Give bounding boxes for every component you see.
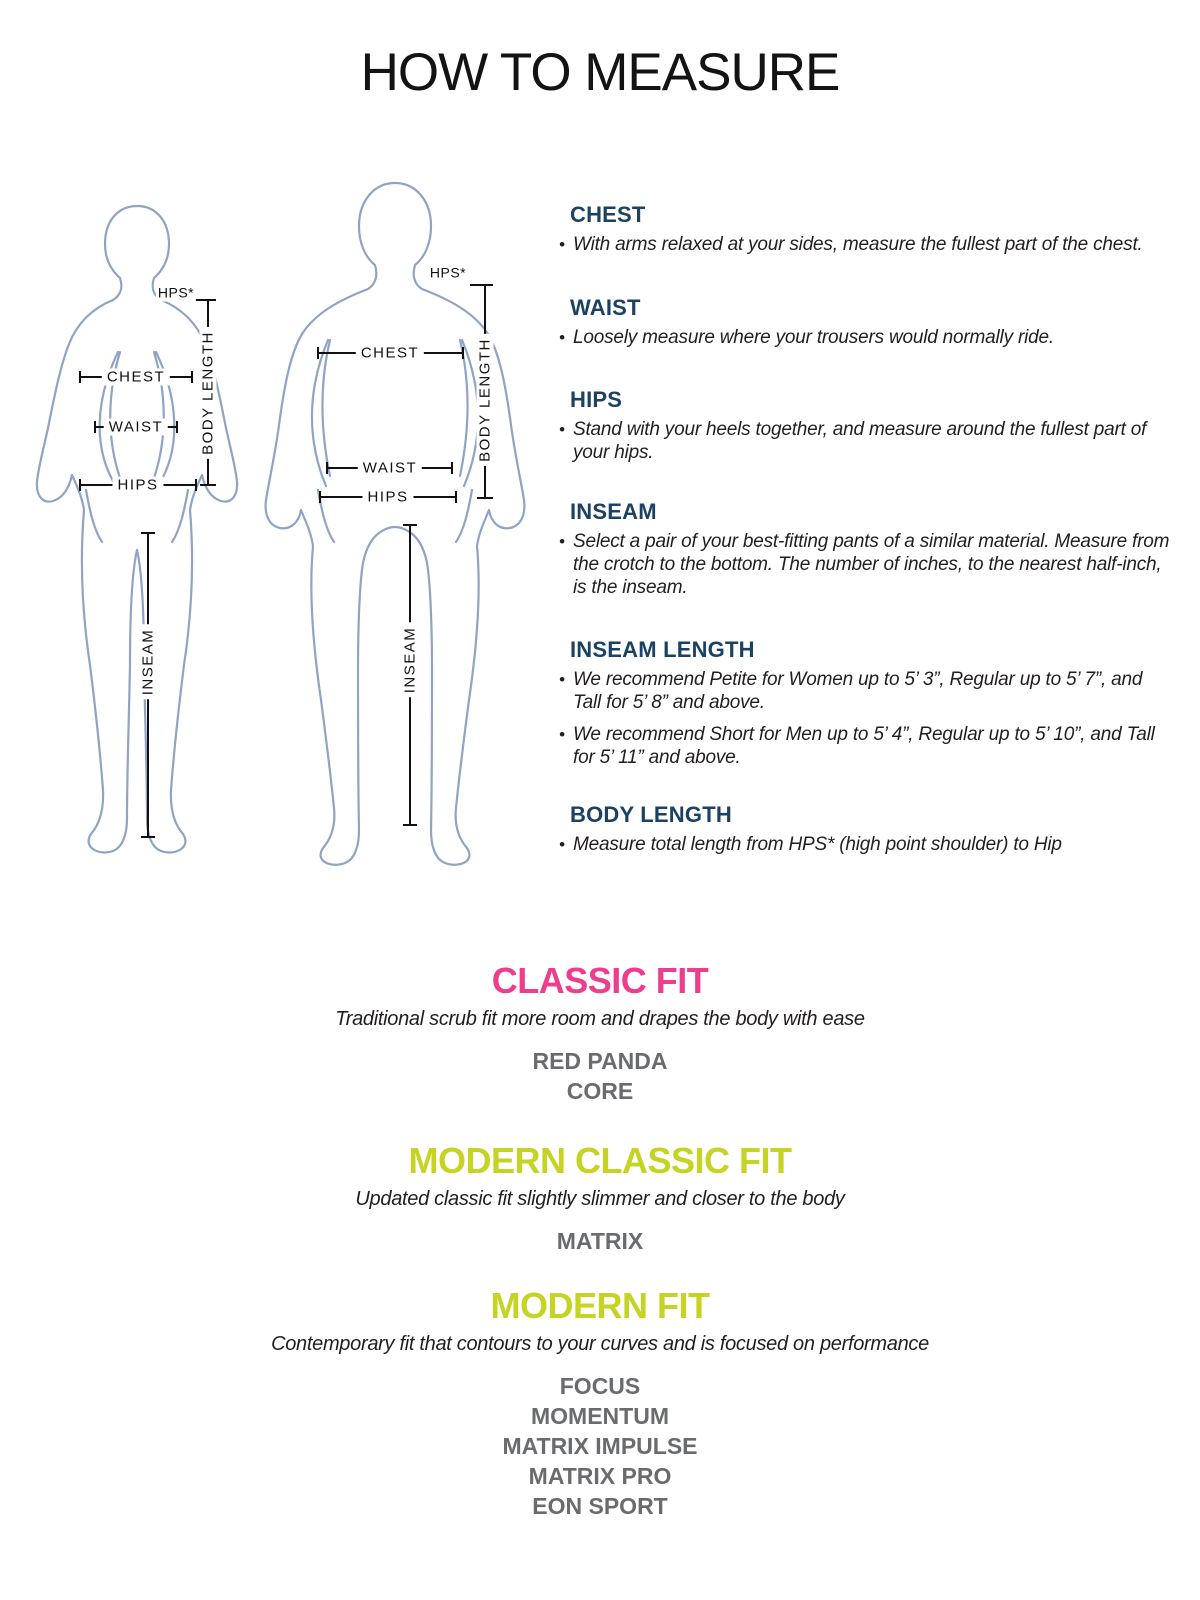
- fit-description: Contemporary fit that contours to your curves and is focused on performance: [271, 1333, 929, 1355]
- fit-title: MODERN FIT: [490, 1285, 710, 1326]
- section-heading: HIPS: [570, 387, 623, 412]
- fit-description: Updated classic fit slightly slimmer and closer to the body: [355, 1188, 845, 1210]
- bullet-item: • Loosely measure where your trousers would normally ride.: [558, 326, 1170, 349]
- female-chest-label: CHEST: [102, 369, 170, 386]
- measure-section-inseam: [558, 500, 1170, 599]
- measure-section-body-length: [558, 803, 1170, 856]
- female-body-length-label: BODY LENGTH: [200, 327, 217, 459]
- female-hands: [86, 490, 188, 542]
- bullet-item: • Stand with your heels together, and measure around the fullest part of your hips.: [558, 418, 1170, 464]
- section-bullets: [558, 833, 1170, 856]
- male-hips-label: HIPS: [362, 489, 413, 506]
- male-right-arm-gap: [460, 340, 478, 486]
- section-heading: BODY LENGTH: [570, 802, 732, 827]
- bullet-item: • Measure total length from HPS* (high point shoulder) to Hip: [558, 833, 1170, 856]
- female-hps-label: HPS*: [157, 284, 195, 301]
- measure-section-waist: [558, 296, 1170, 349]
- section-heading: CHEST: [570, 202, 646, 227]
- fit-title: MODERN CLASSIC FIT: [408, 1140, 792, 1181]
- measure-section-hips: [558, 388, 1170, 464]
- bullet-item: • Select a pair of your best-fitting pants of a similar material. Measure from the crotch to the bottom. The number of inches, to the nearest half-inch, is the inseam.: [558, 530, 1170, 599]
- fit-title: CLASSIC FIT: [491, 960, 709, 1001]
- section-bullets: [558, 668, 1170, 769]
- fit-section-classic: [0, 960, 1200, 1106]
- product-item: MATRIX: [556, 1228, 644, 1254]
- figures-svg: [30, 160, 550, 880]
- measure-instructions: [558, 0, 1170, 900]
- product-item: MATRIX IMPULSE: [502, 1433, 698, 1459]
- male-chest-label: CHEST: [356, 345, 424, 362]
- product-item: MOMENTUM: [531, 1403, 669, 1429]
- male-waist-label: WAIST: [358, 460, 422, 477]
- fit-products: [0, 1046, 1200, 1106]
- bullet-item: • We recommend Petite for Women up to 5’ 3”, Regular up to 5’ 7”, and Tall for 5’ 8” and above.: [558, 668, 1170, 714]
- product-item: RED PANDA: [532, 1048, 668, 1074]
- female-inseam-label: INSEAM: [140, 625, 157, 700]
- product-item: CORE: [566, 1078, 634, 1104]
- page-title: HOW TO MEASURE: [360, 43, 840, 102]
- female-waist-label: WAIST: [104, 419, 168, 436]
- male-hps-label: HPS*: [429, 264, 467, 281]
- fit-section-modern: [0, 1285, 1200, 1521]
- measure-section-inseam-length: [558, 638, 1170, 769]
- section-bullets: [558, 233, 1170, 256]
- product-item: MATRIX PRO: [528, 1463, 672, 1489]
- section-heading: INSEAM: [570, 499, 657, 524]
- bullet-item: • We recommend Short for Men up to 5’ 4”, Regular up to 5’ 10”, and Tall for 5’ 11” and above.: [558, 723, 1170, 769]
- fit-section-modern-classic: [0, 1140, 1200, 1256]
- male-inseam-label: INSEAM: [402, 623, 419, 698]
- section-heading: INSEAM LENGTH: [570, 637, 755, 662]
- measure-section-chest: [558, 203, 1170, 256]
- section-bullets: [558, 530, 1170, 599]
- section-heading: WAIST: [570, 295, 641, 320]
- product-item: FOCUS: [559, 1373, 641, 1399]
- fit-description: Traditional scrub fit more room and drapes the body with ease: [335, 1008, 865, 1030]
- fit-products: [0, 1371, 1200, 1521]
- fit-products: [0, 1226, 1200, 1256]
- measurement-diagram: [30, 160, 550, 880]
- female-hips-label: HIPS: [112, 477, 163, 494]
- bullet-item: • With arms relaxed at your sides, measure the fullest part of the chest.: [558, 233, 1170, 256]
- male-body-length-label: BODY LENGTH: [477, 334, 494, 466]
- section-bullets: [558, 418, 1170, 464]
- product-item: EON SPORT: [532, 1493, 668, 1519]
- section-bullets: [558, 326, 1170, 349]
